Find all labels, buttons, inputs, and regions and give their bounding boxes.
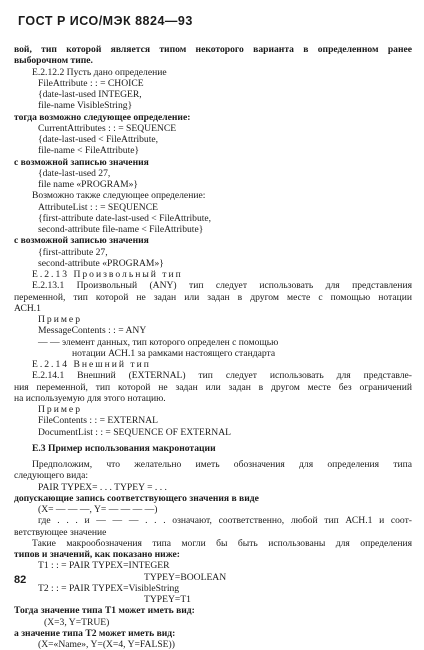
code-line: {date-last-used 27, bbox=[38, 167, 111, 179]
text-line: Такие макрообозначения типа могли бы быть использованы для определения bbox=[32, 537, 412, 549]
code-line: PAIR TYPEX= . . . TYPEY = . . . bbox=[38, 481, 167, 493]
code-line: T1 : : = PAIR TYPEX=INTEGER bbox=[38, 560, 170, 572]
code-line: file-name < FileAttribute} bbox=[38, 145, 140, 157]
code-line: MessageContents : : = ANY bbox=[38, 325, 147, 337]
text-line: на используемую для этого нотацию. bbox=[14, 392, 166, 404]
text-line: а значение типа T2 может иметь вид: bbox=[14, 627, 176, 639]
section-heading: E.2.13 Произвольный тип bbox=[32, 269, 183, 280]
text-line: ния переменной, тип которой не задан или задан в другом месте без ограничений bbox=[14, 381, 412, 393]
code-line: CurrentAttributes : : = SEQUENCE bbox=[38, 122, 177, 134]
text-line: с возможной записью значения bbox=[14, 156, 149, 168]
text-line: с возможной записью значения bbox=[14, 235, 149, 247]
page-header: ГОСТ Р ИСО/МЭК 8824—93 bbox=[18, 14, 193, 28]
text-line: Тогда значение типа T1 может иметь вид: bbox=[14, 605, 195, 617]
text-line: ветствующее значение bbox=[14, 526, 107, 538]
text-line: где . . . и — — — . . . означают, соответственно, любой тип АСН.1 и соот- bbox=[38, 515, 412, 527]
code-line: TYPEY=T1 bbox=[144, 594, 191, 605]
text-line: выборочном типе. bbox=[14, 55, 93, 67]
code-line: {date-last-used INTEGER, bbox=[38, 89, 142, 100]
text-line: E.2.13.1 Произвольный (ANY) тип следует использовать для представления bbox=[32, 280, 412, 292]
code-line: second-attribute «PROGRAM»} bbox=[38, 257, 164, 269]
text-line: следующего вида: bbox=[14, 470, 89, 482]
text-line: Предположим, что желательно иметь обозначения для определения типа bbox=[32, 459, 412, 470]
text-line: E.2.14.1 Внешний (EXTERNAL) тип следует использовать для представле- bbox=[32, 370, 412, 382]
code-line: TYPEY=BOOLEAN bbox=[144, 571, 227, 583]
code-line: — — элемент данных, тип которого определен с помощью bbox=[38, 336, 279, 348]
text-line: Возможно также следующее определение: bbox=[32, 190, 206, 202]
page-number: 82 bbox=[14, 574, 27, 586]
code-line: AttributeList : : = SEQUENCE bbox=[38, 201, 158, 213]
code-line: second-attribute file-name < FileAttribute} bbox=[38, 224, 204, 235]
code-line: DocumentList : : = SEQUENCE OF EXTERNAL bbox=[38, 426, 232, 438]
text-line: АСН.1 bbox=[14, 302, 41, 314]
code-line: FileAttribute : : = CHOICE bbox=[38, 77, 144, 89]
text-line: вой, тип которой является типом некоторого варианта в определенном ранее bbox=[14, 44, 412, 55]
text-line: допускающие запись соответствующего значения в виде bbox=[14, 492, 259, 504]
page-body bbox=[14, 44, 412, 650]
code-line: {date-last-used < FileAttribute, bbox=[38, 134, 159, 145]
code-line: (X=«Name», Y=(X=4, Y=FALSE)) bbox=[38, 639, 175, 650]
text-line: переменной, тип которой не задан или задан в другом месте с помощью нотации bbox=[14, 291, 412, 303]
code-line: (X=3, Y=TRUE) bbox=[44, 616, 110, 628]
code-line: нотации АСН.1 за рамками настоящего стандарта bbox=[72, 347, 276, 359]
section-heading: Е.3 Пример использования макронотации bbox=[32, 442, 216, 454]
code-line: file-name VisibleString} bbox=[38, 100, 133, 112]
code-line: file name «PROGRAM»} bbox=[38, 179, 139, 190]
example-label: Пример bbox=[38, 314, 82, 325]
text-line: E.2.12.2 Пусть дано определение bbox=[32, 66, 167, 78]
text-line: типов и значений, как показано ниже: bbox=[14, 549, 180, 560]
code-line: {first-attribute 27, bbox=[38, 246, 108, 258]
text-line: тогда возможно следующее определение: bbox=[14, 111, 191, 123]
code-line: T2 : : = PAIR TYPEX=VisibleString bbox=[38, 582, 180, 594]
code-line: FileContents : : = EXTERNAL bbox=[38, 415, 158, 427]
example-label: Пример bbox=[38, 404, 82, 415]
code-line: {first-attribute date-last-used < FileAttribute, bbox=[38, 212, 212, 224]
section-heading: E.2.14 Внешний тип bbox=[32, 359, 151, 370]
code-line: (X= — — —, Y= — — — —) bbox=[38, 504, 158, 515]
